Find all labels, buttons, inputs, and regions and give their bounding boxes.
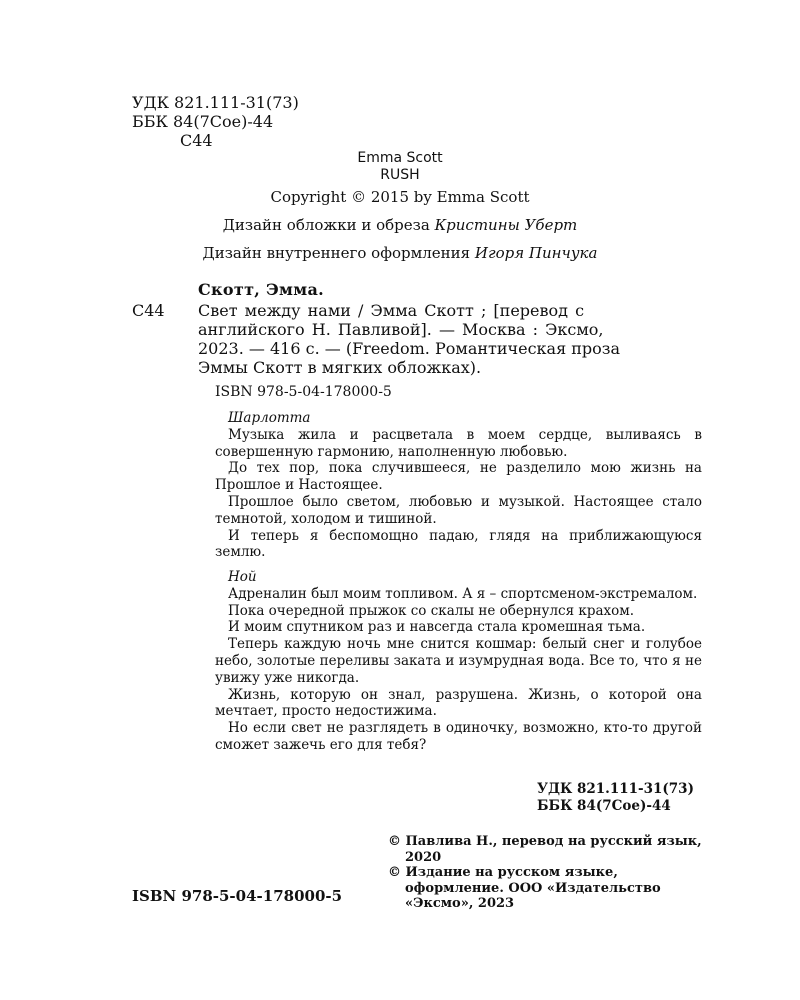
udk-code: УДК 821.111-31(73): [132, 93, 299, 112]
interior-design-credit: [0, 244, 800, 262]
copyright-block: [388, 834, 710, 912]
annotation-part-2: [215, 569, 702, 754]
cover-design-label: Дизайн обложки и обреза: [222, 216, 430, 234]
footer-udk: УДК 821.111-31(73): [537, 781, 694, 797]
footer-bbk: ББК 84(7Сое)-44: [537, 798, 671, 814]
catalog-line-4: Эммы Скотт в мягких обложках).: [198, 358, 482, 377]
catalog-line-2: английского Н. Павливой]. — Москва : Эксмо,: [198, 320, 604, 339]
annotation-paragraph: Теперь каждую ночь мне снится кошмар: белый снег и голубое небо, золотые переливы заката и изумрудная вода. Все то, что я не увижу уже никогда.: [215, 636, 702, 686]
catalog-code: С44: [132, 301, 165, 320]
cover-designer-name: Кристины Уберт: [434, 216, 578, 234]
cover-design-credit: [0, 216, 800, 234]
original-author: Emma Scott: [357, 150, 443, 166]
catalog-isbn: ISBN 978-5-04-178000-5: [215, 384, 392, 400]
bbk-code: ББК 84(7Сое)-44: [132, 112, 274, 131]
annotation-part-1: [215, 410, 702, 561]
annotation-paragraph: Прошлое было светом, любовью и музыкой. Настоящее стало темнотой, холодом и тишиной.: [215, 493, 702, 527]
catalog-line-3: 2023. — 416 с. — (Freedom. Романтическая проза: [198, 339, 621, 358]
annotation-paragraph: Пока очередной прыжок со скалы не обернулся крахом.: [228, 602, 635, 619]
original-copyright: Copyright © 2015 by Emma Scott: [270, 188, 530, 206]
footer-isbn: ISBN 978-5-04-178000-5: [132, 887, 343, 905]
annotation-paragraph: И теперь я беспомощно падаю, глядя на приближающуюся землю.: [215, 527, 702, 561]
annotation-paragraph: Жизнь, которую он знал, разрушена. Жизнь, о которой она мечтает, просто недостижима.: [215, 686, 702, 720]
annotation-paragraph: До тех пор, пока случившееся, не разделило мою жизнь на Прошлое и Настоящее.: [215, 460, 702, 494]
catalog-author-heading: Скотт, Эмма.: [198, 280, 324, 299]
annotation-paragraph: Но если свет не разглядеть в одиночку, возможно, кто-то другой сможет зажечь его для тебя?: [215, 720, 702, 753]
author-code: С44: [180, 131, 213, 150]
annotation-part-2-heading: Ной: [228, 569, 257, 585]
copyright-edition: © Издание на русском языке, оформление. ООО «Издательство «Эксмо», 2023: [388, 865, 661, 911]
catalog-line-1: Свет между нами / Эмма Скотт ; [перевод с: [198, 301, 585, 320]
original-title: RUSH: [380, 167, 420, 183]
copyright-translation: © Павлива Н., перевод на русский язык, 2020: [388, 834, 702, 865]
interior-designer-name: Игоря Пинчука: [474, 244, 598, 262]
annotation-paragraph: И моим спутником раз и навсегда стала кромешная тьма.: [228, 619, 646, 636]
annotation-paragraph: Музыка жила и расцветала в моем сердце, выливаясь в совершенную гармонию, наполненную любовью.: [215, 426, 702, 460]
annotation-part-1-heading: Шарлотта: [228, 410, 311, 426]
interior-design-label: Дизайн внутреннего оформления: [202, 244, 471, 262]
annotation-paragraph: Адреналин был моим топливом. А я – спортсменом-экстремалом.: [228, 585, 698, 602]
